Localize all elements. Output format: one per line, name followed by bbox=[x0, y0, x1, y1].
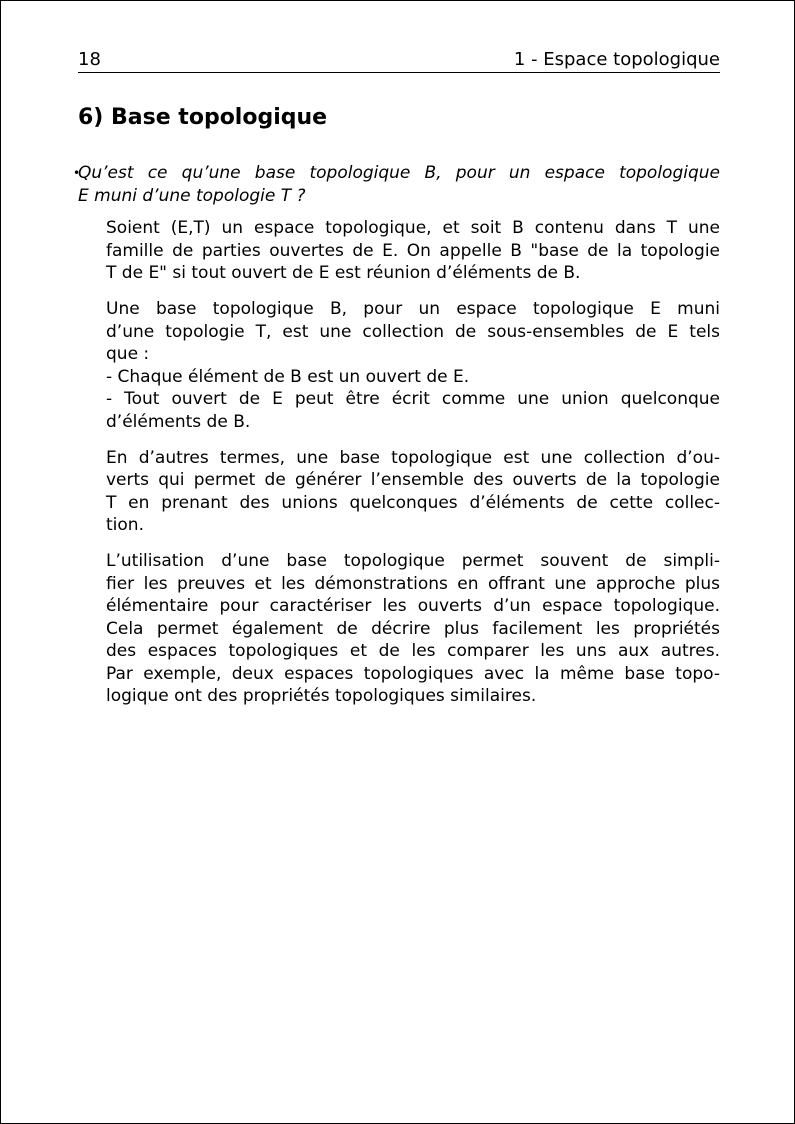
running-header bbox=[78, 48, 720, 73]
text-line: Soient (E,T) un espace topologique, et soit B contenu dans T une bbox=[106, 218, 720, 239]
text-line: tion. bbox=[106, 515, 144, 536]
text-line: élémentaire pour caractériser les ouverts d’un espace topologique. bbox=[106, 596, 720, 617]
question-line: E muni d’une topologie T ? bbox=[78, 185, 306, 206]
text-line: famille de parties ouvertes de E. On appelle B "base de la topologie bbox=[106, 240, 720, 261]
bullet-icon: • bbox=[73, 166, 81, 180]
question-block bbox=[73, 162, 720, 207]
chapter-title: 1 - Espace topologique bbox=[513, 49, 720, 70]
text-line: Cela permet également de décrire plus facilement les propriétés bbox=[106, 618, 720, 639]
text-line: que : bbox=[106, 344, 150, 365]
text-line: logique ont des propriétés topologiques similaires. bbox=[106, 686, 537, 707]
properties-paragraph bbox=[78, 298, 720, 434]
other-terms-paragraph bbox=[78, 447, 720, 537]
text-line: des espaces topologiques et de les comparer les uns aux autres. bbox=[106, 641, 720, 662]
text-line: L’utilisation d’une base topologique permet souvent de simpli- bbox=[106, 550, 720, 571]
page-content bbox=[73, 102, 720, 721]
question-line: Qu’est ce qu’une base topologique B, pour un espace topologique bbox=[78, 163, 720, 183]
text-line: verts qui permet de générer l’ensemble des ouverts de la topologie bbox=[106, 470, 720, 491]
text-line: T en prenant des unions quelconques d’éléments de cette collec- bbox=[106, 492, 720, 513]
text-line: T de E" si tout ouvert de E est réunion d’éléments de B. bbox=[106, 263, 581, 284]
text-line: En d’autres termes, une base topologique est une collection d’ou- bbox=[106, 447, 720, 468]
usage-paragraph bbox=[78, 550, 720, 708]
text-line: d’une topologie T, est une collection de sous-ensembles de E tels bbox=[106, 321, 720, 342]
list-item: - Tout ouvert de E peut être écrit comme une union quelconque bbox=[106, 389, 720, 410]
page-number: 18 bbox=[78, 49, 101, 70]
text-line: Par exemple, deux espaces topologiques avec la même base topo- bbox=[106, 663, 720, 684]
list-item: - Chaque élément de B est un ouvert de E. bbox=[106, 366, 470, 387]
definition-paragraph bbox=[78, 217, 720, 285]
text-line: fier les preuves et les démonstrations en offrant une approche plus bbox=[106, 573, 720, 594]
text-line: Une base topologique B, pour un espace topologique E muni bbox=[106, 298, 720, 319]
section-title: 6) Base topologique bbox=[78, 105, 328, 130]
text-line: d’éléments de B. bbox=[106, 411, 251, 432]
